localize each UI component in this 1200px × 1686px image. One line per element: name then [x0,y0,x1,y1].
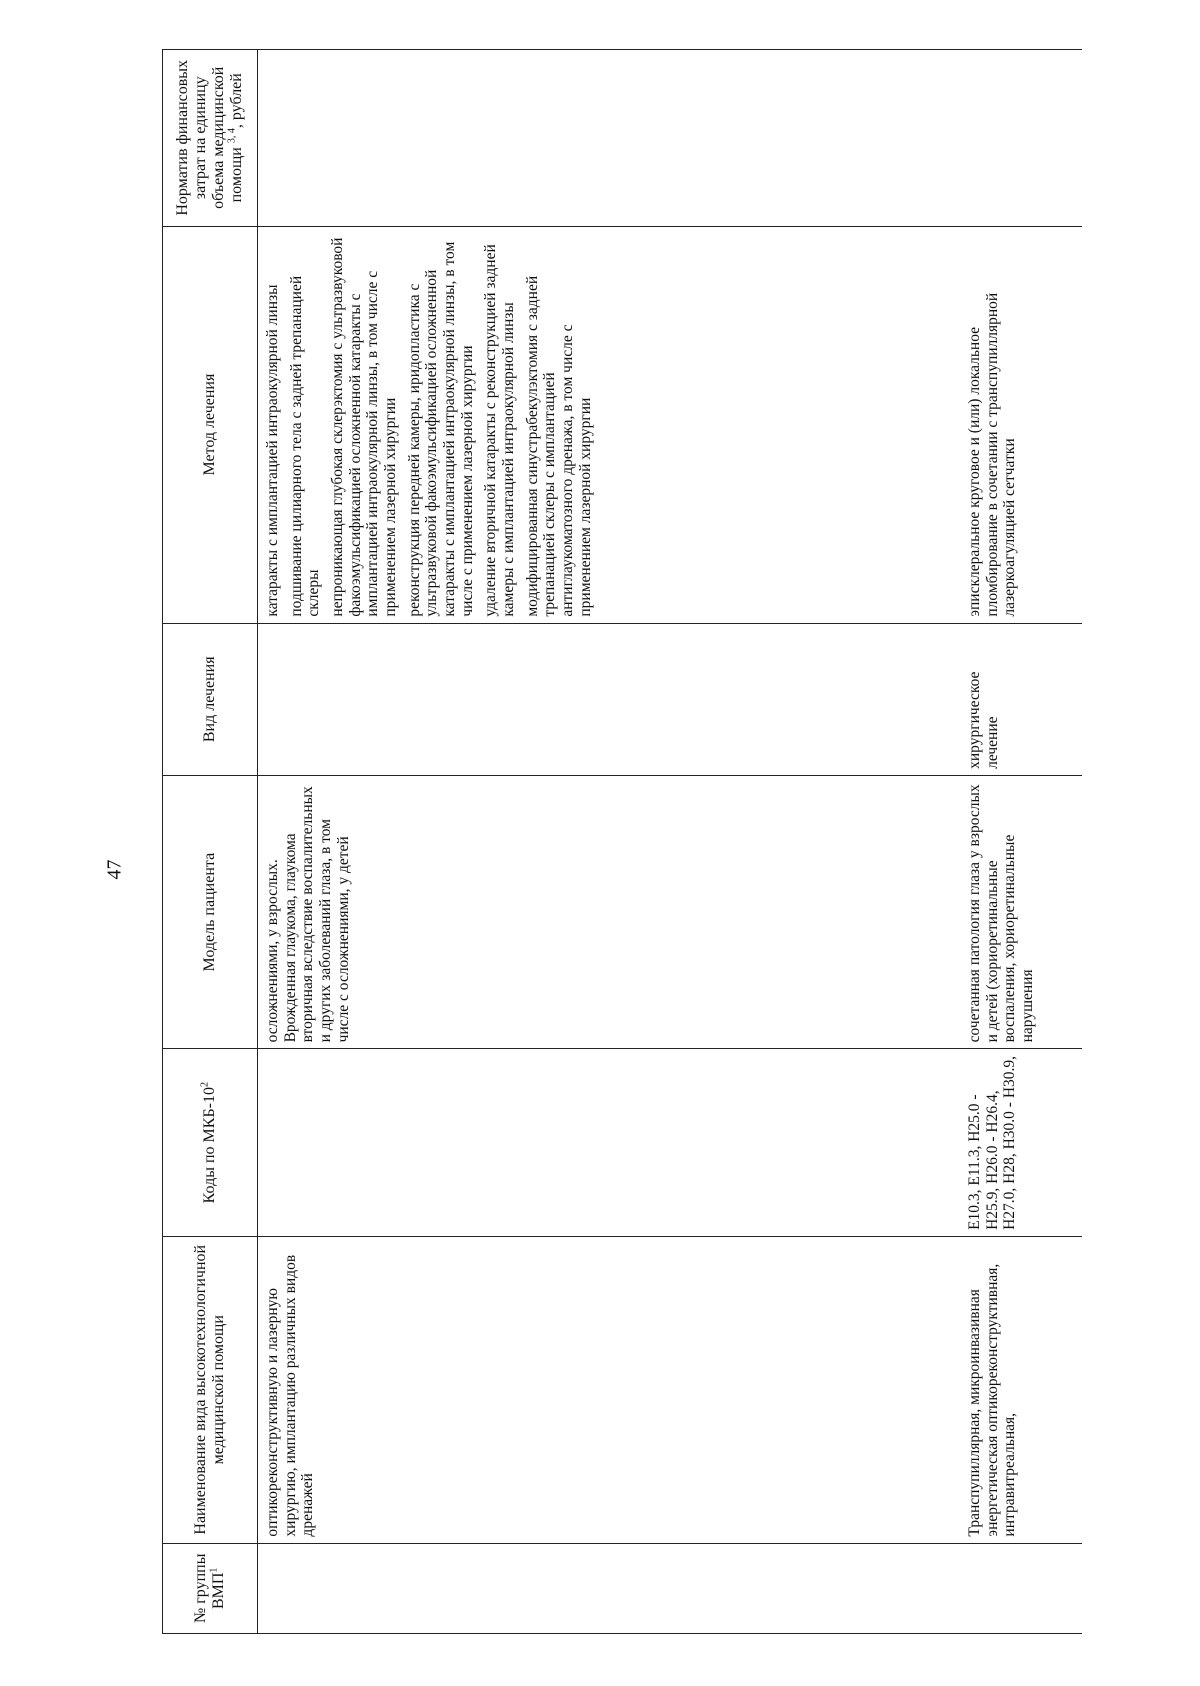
method-item: модифицированная синустрабекулэктомия с задней трепанацией склеры с имплантацией антиглаукоматозного дренажа, в том числе с применением лазерной хирургии [523,275,594,617]
method-item: катаракты с имплантацией интраокулярной линзы [264,284,281,617]
header-icd-codes: Коды по МКБ-$10^2$ [163,1049,258,1237]
cell-care-type-name: оптикореконструктивную и лазерную хирургию, имплантацию различных видов дренажей [258,1236,959,1543]
cell-patient-model: осложнениями, у взрослых. Врожденная глаукома, глаукома вторичная вследствие воспалительных и других заболеваний глаза, в том числе с осложнениями, у детей [258,775,959,1049]
header-group-number: № группы ВМП$^1$ [163,1543,258,1633]
cell-group-number [958,1543,1082,1633]
header-care-type-name: Наименование вида высокотехнологичной медицинской помощи [163,1236,258,1543]
cell-treatment-methods [258,226,959,623]
header-treatment-type: Вид лечения [163,623,258,775]
cell-cost-standard [258,50,959,227]
table-row [958,50,1082,1634]
method-item: подшивание цилиарного тела с задней трепанацией склеры [287,275,323,617]
method-item: эписклеральное круговое и (или) локальное пломбирование в сочетании с транспупиллярной лазеркоагуляцией сетчатки [966,292,1019,617]
cell-patient-model: сочетанная патология глаза у взрослых и детей (хориоретинальные воспаления, хориоретинальные нарушения [958,775,1082,1049]
method-item: удаление вторичной катаракты с реконструкцией задней камеры с имплантацией интраокулярной линзы [482,244,517,617]
table-header-row [163,50,258,1634]
method-item: реконструкция передней камеры, иридопластика с ультразвуковой факоэмульсификацией осложненной катаракты с имплантацией интраокулярной линзы, в том числе с применением лазерной хирургии [405,241,476,617]
header-patient-model: Модель пациента [163,775,258,1049]
cell-icd-codes: E10.3, E11.3, H25.0 - H25.9, H26.0 - H26.4, H27.0, H28, H30.0 - H30.9, [958,1049,1082,1237]
cell-treatment-methods [958,226,1082,623]
cell-treatment-type: хирургическое лечение [958,623,1082,775]
cell-cost-standard [958,50,1082,227]
header-cost-standard: Норматив финансовых затрат на единицу объема медицинской помощи $^{3, 4}$, рублей [163,50,258,227]
cell-treatment-type [258,623,959,775]
vmp-table [162,49,1082,1634]
header-treatment-method: Метод лечения [163,226,258,623]
rotated-table-sheet [162,49,1082,1634]
cell-care-type-name: Транспупиллярная, микроинвазивная энергетическая оптикореконструктивная, интравитреальная, [958,1236,1082,1543]
page-number: 47 [103,859,126,880]
cell-group-number [258,1543,959,1633]
table-row [258,50,959,1634]
cell-icd-codes [258,1049,959,1237]
method-item: непроникающая глубокая склерэктомия с ультразвуковой факоэмульсификацией осложненной катаракты с имплантацией интраокулярной линзы, в том числе с применением лазерной хирургии [328,237,399,617]
